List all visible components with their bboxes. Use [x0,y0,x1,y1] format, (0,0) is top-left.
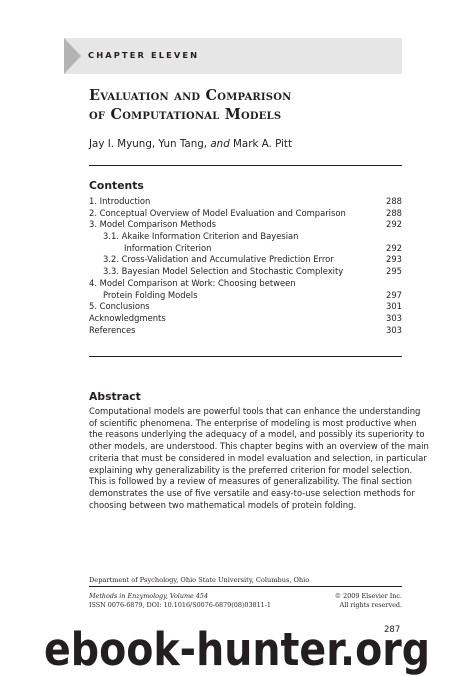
toc-item[interactable]: 3.2. Cross-Validation and Accumulative Prediction Error 293 [103,254,402,265]
toc-item[interactable]: 2. Conceptual Overview of Model Evaluation and Comparison 288 [89,207,402,218]
chapter-title [89,86,409,124]
toc-item[interactable]: 3.1. Akaike Information Criterion and Bayesian [103,231,299,242]
authors-part-2: Mark A. Pitt [233,138,293,150]
footer-line-1 [89,592,402,600]
footer-line-2 [89,601,402,609]
copyright: © 2009 Elsevier Inc. [334,592,402,600]
toc-item[interactable]: 3. Model Comparison Methods 292 [89,219,402,230]
contents-heading: Contents [89,179,144,192]
abstract-line: of scientific phenomena. The enterprise of modeling is most productive when [89,417,417,428]
toc-item[interactable]: 1. Introduction 288 [89,196,402,206]
abstract-body [89,406,429,511]
toc-item[interactable]: Information Criterion 292 [124,242,402,253]
watermark [42,620,432,676]
abstract-line: demonstrates the use of five versatile and easy-to-use selection methods for [89,487,415,498]
authors-part-1: Jay I. Myung, Yun Tang, [89,138,208,150]
abstract-line: criteria that must be considered in model evaluation and selection, in particular [89,452,427,463]
toc-item[interactable]: 5. Conclusions 301 [89,301,402,312]
toc-item[interactable]: 4. Model Comparison at Work: Choosing between [89,277,296,288]
journal-info: Methods in Enzymology, Volume 454 [89,592,209,600]
rights: All rights reserved. [339,601,402,609]
authors [89,138,292,150]
abstract-line: other models, are understood. This chapter begins with an overview of the main [89,441,429,452]
toc-item[interactable]: References 303 [89,324,402,335]
watermark-text: ebook-hunter.org [44,623,430,676]
toc-item[interactable]: 3.3. Bayesian Model Selection and Stochastic Complexity 295 [103,266,402,277]
abstract-line: the reasons underlying the adequacy of a model, and possibly its superiority to [89,429,425,440]
abstract-line: This is followed by a review of measures of generalizability. The final section [89,476,412,487]
title-line-2: of Computational Models [89,106,282,123]
chapter-label: CHAPTER ELEVEN [88,50,200,60]
divider-bottom [89,356,402,357]
issn-doi: ISSN 0076-6879, DOI: 10.1016/S0076-6879(08)03811-1 [89,601,271,609]
toc-item[interactable]: Protein Folding Models 297 [103,289,402,300]
table-of-contents [89,196,402,336]
page-number: 287 [384,625,401,635]
divider-top [89,165,402,166]
abstract-line: Computational models are powerful tools that can enhance the understanding [89,406,421,416]
toc-item[interactable]: Acknowledgments 303 [89,312,402,323]
abstract-heading: Abstract [89,390,141,403]
chapter-arrow-icon [64,38,81,74]
authors-and: and [210,138,230,150]
abstract-line: explaining why generalizability is the preferred criterion for model selection. [89,464,413,475]
title-line-1: Evaluation and Comparison [89,87,292,104]
abstract-line: choosing between two mathematical models of protein folding. [89,499,357,510]
affiliation: Department of Psychology, Ohio State University, Columbus, Ohio [89,576,310,584]
footer-divider [89,586,402,587]
